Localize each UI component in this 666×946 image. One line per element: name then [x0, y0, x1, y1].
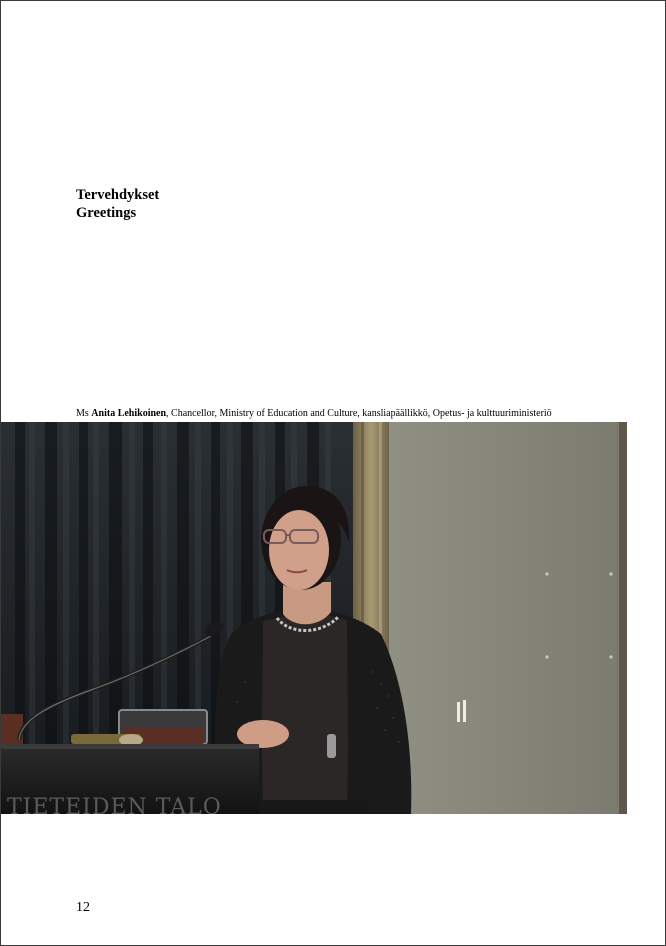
- heading-english: Greetings: [76, 205, 137, 221]
- speaker-photo-illustration: [1, 422, 627, 814]
- photo-caption: [76, 408, 552, 420]
- heading-finnish: Tervehdykset: [76, 187, 160, 203]
- caption-description: , Chancellor, Ministry of Education and Culture, kansliapäällikkö, Opetus- ja kulttuuriministeriö: [166, 408, 552, 419]
- speaker-photo: [1, 422, 627, 814]
- section-heading: [76, 186, 159, 222]
- caption-speaker-name: Anita Lehikoinen: [91, 408, 167, 419]
- caption-prefix: Ms: [76, 408, 92, 419]
- podium-text: TIETEIDEN TALO: [7, 795, 222, 814]
- page-number: 12: [76, 900, 90, 915]
